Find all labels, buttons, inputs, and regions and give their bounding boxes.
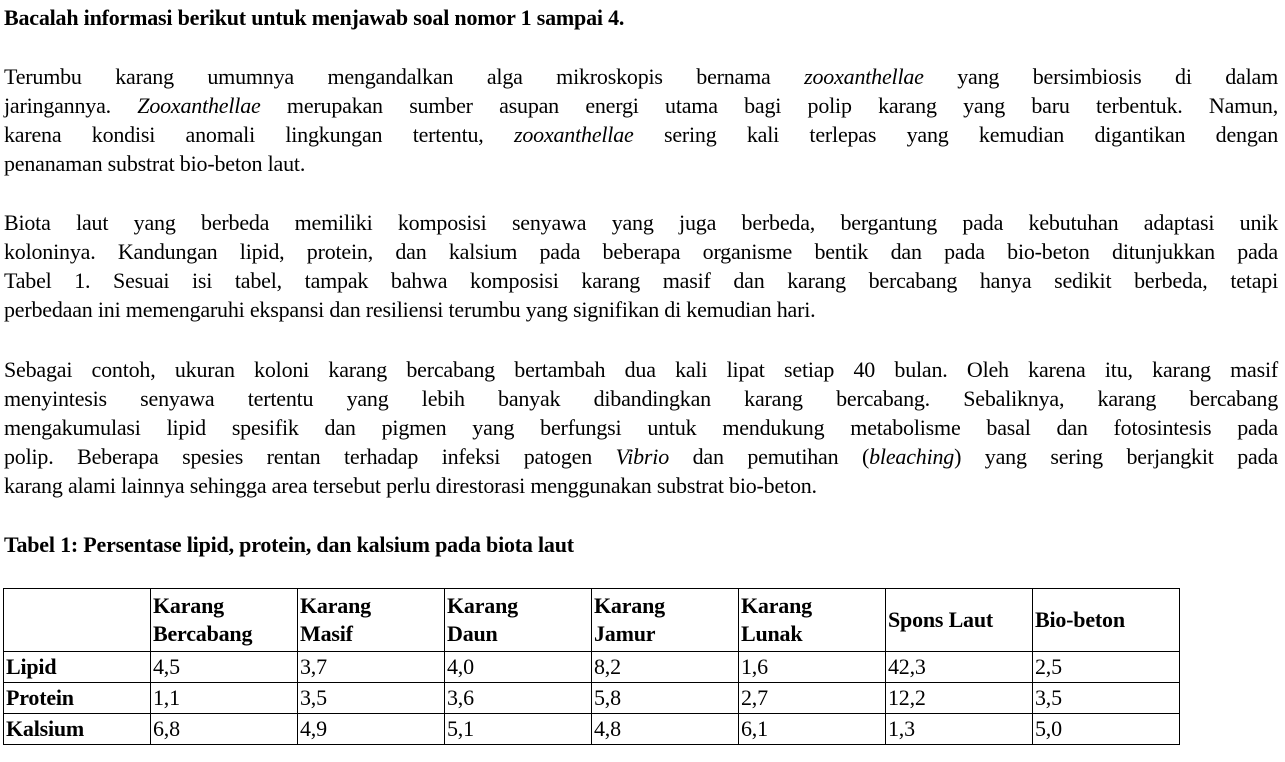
paragraph-2-line-3: Tabel 1. Sesuai isi tabel, tampak bahwa komposisi karang masif dan karang bercabang hanya sedikit berbeda, tetapi: [4, 268, 1278, 293]
table-cell: 3,5: [1033, 683, 1180, 714]
table-cell: 1,3: [886, 714, 1033, 745]
text: Terumbu karang umumnya mengandalkan alga mikroskopis bernama: [4, 64, 771, 89]
italic-term: Vibrio: [615, 444, 670, 469]
text: sering kali terlepas yang kemudian digantikan dengan: [663, 122, 1278, 147]
table-cell: 3,7: [298, 652, 445, 683]
row-header: Kalsium: [4, 714, 151, 745]
table-cell: 3,5: [298, 683, 445, 714]
italic-term: zooxanthellae: [513, 122, 634, 147]
table-row: [4, 714, 1180, 745]
row-header: Protein: [4, 683, 151, 714]
table-cell: 6,8: [151, 714, 298, 745]
text: merupakan sumber asupan energi utama bagi polip karang yang baru terbentuk. Namun,: [286, 93, 1278, 118]
text: polip. Beberapa spesies rentan terhadap infeksi patogen: [4, 444, 593, 469]
table-cell: 4,5: [151, 652, 298, 683]
table-cell: 5,0: [1033, 714, 1180, 745]
column-header: Spons Laut: [886, 589, 1033, 652]
table-cell: 5,8: [592, 683, 739, 714]
table-cell: 3,6: [445, 683, 592, 714]
text: yang bersimbiosis di dalam: [957, 64, 1278, 89]
paragraph-2-line-1: Biota laut yang berbeda memiliki komposisi senyawa yang juga berbeda, bergantung pada kebutuhan adaptasi unik: [4, 210, 1278, 235]
italic-term: zooxanthellae: [804, 64, 924, 89]
composition-table: [3, 588, 1180, 745]
italic-term: bleaching: [869, 444, 955, 469]
paragraph-2-line-4: perbedaan ini memengaruhi ekspansi dan resiliensi terumbu yang signifikan di kemudian hari.: [4, 297, 816, 322]
column-header: Karang Jamur: [592, 589, 739, 652]
paragraph-1-line-1: [4, 62, 1278, 91]
table-cell: 2,7: [739, 683, 886, 714]
table-cell: 1,6: [739, 652, 886, 683]
instruction-heading: Bacalah informasi berikut untuk menjawab soal nomor 1 sampai 4.: [4, 5, 625, 30]
table-header-row: [4, 589, 1180, 652]
paragraph-3-line-4: [4, 442, 1278, 471]
text: dan pemutihan (: [692, 444, 870, 469]
table-cell: 4,9: [298, 714, 445, 745]
table-row: [4, 683, 1180, 714]
table-corner-cell: [4, 589, 151, 652]
table-cell: 8,2: [592, 652, 739, 683]
table-cell: 1,1: [151, 683, 298, 714]
text: ) yang sering berjangkit pada: [954, 444, 1278, 469]
paragraph-2-line-2: koloninya. Kandungan lipid, protein, dan kalsium pada beberapa organisme bentik dan pada bio-beton ditunjukkan pada: [4, 239, 1278, 264]
paragraph-1-line-4: penanaman substrat bio-beton laut.: [4, 151, 306, 176]
italic-term: Zooxanthellae: [137, 93, 261, 118]
table-cell: 6,1: [739, 714, 886, 745]
paragraph-3-line-1: Sebagai contoh, ukuran koloni karang bercabang bertambah dua kali lipat setiap 40 bulan. Oleh karena itu, karang masif: [4, 357, 1278, 382]
paragraph-3-line-3: mengakumulasi lipid spesifik dan pigmen yang berfungsi untuk mendukung metabolisme basal dan fotosintesis pada: [4, 415, 1278, 440]
table-caption: Tabel 1: Persentase lipid, protein, dan kalsium pada biota laut: [4, 532, 574, 557]
column-header: Bio-beton: [1033, 589, 1180, 652]
column-header: Karang Daun: [445, 589, 592, 652]
paragraph-3-line-5: karang alami lainnya sehingga area tersebut perlu direstorasi menggunakan substrat bio-beton.: [4, 473, 817, 498]
column-header: Karang Masif: [298, 589, 445, 652]
row-header: Lipid: [4, 652, 151, 683]
table-cell: 4,0: [445, 652, 592, 683]
paragraph-1-line-2: [4, 91, 1278, 120]
table-row: [4, 652, 1180, 683]
table-cell: 4,8: [592, 714, 739, 745]
column-header: Karang Bercabang: [151, 589, 298, 652]
table-cell: 2,5: [1033, 652, 1180, 683]
paragraph-1-line-3: [4, 120, 1278, 149]
paragraph-3-line-2: menyintesis senyawa tertentu yang lebih banyak dibandingkan karang bercabang. Sebaliknya, karang bercabang: [4, 386, 1278, 411]
table-cell: 42,3: [886, 652, 1033, 683]
table-cell: 12,2: [886, 683, 1033, 714]
table-cell: 5,1: [445, 714, 592, 745]
column-header: Karang Lunak: [739, 589, 886, 652]
text: karena kondisi anomali lingkungan tertentu,: [4, 122, 484, 147]
text: jaringannya.: [4, 93, 111, 118]
